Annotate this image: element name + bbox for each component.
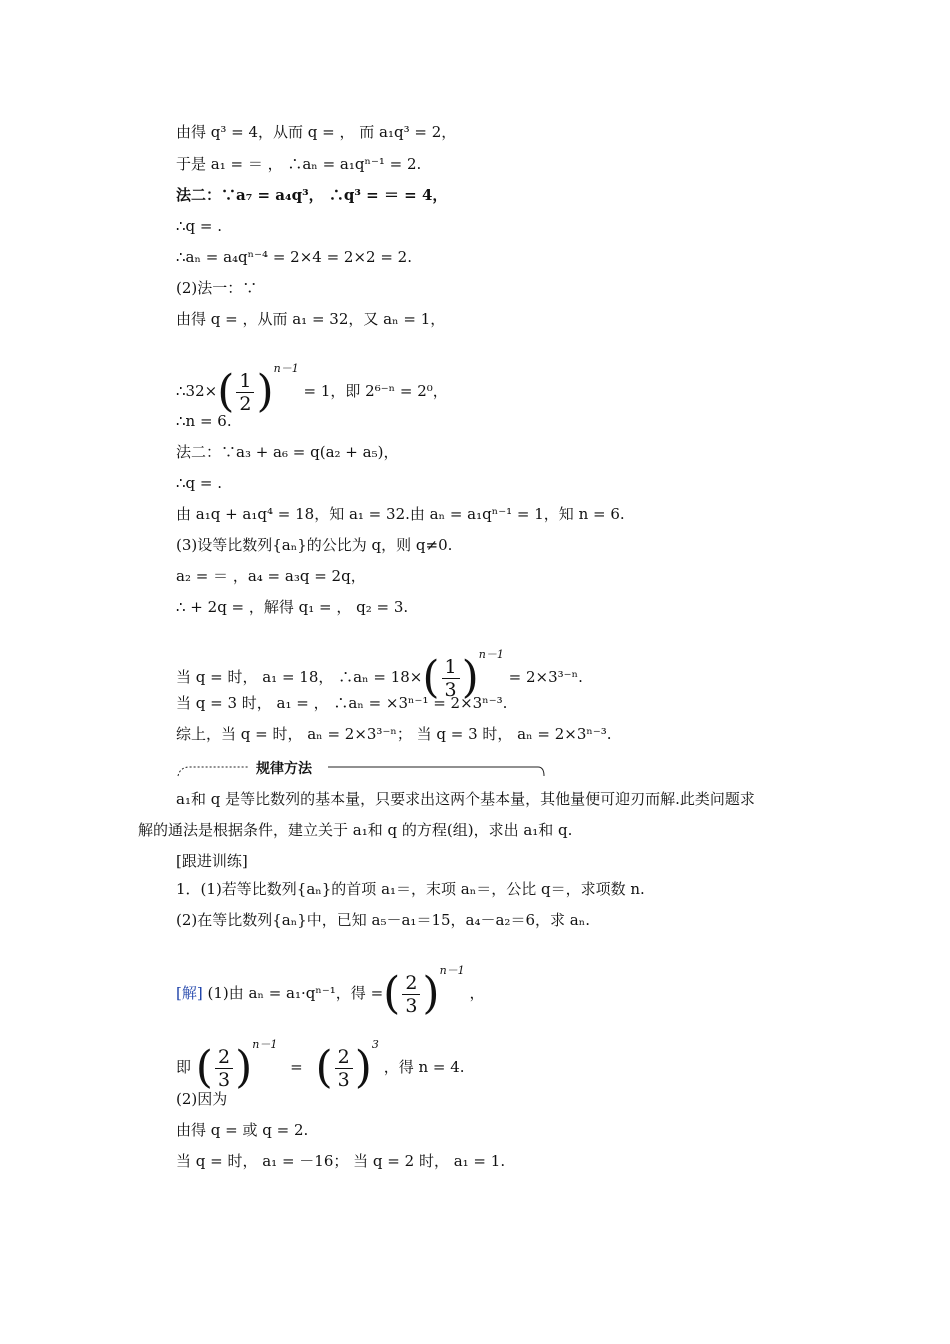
banner-label: 规律方法 (256, 761, 312, 777)
text-line: 于是 a₁ = ＝ ， ∴aₙ = a₁qⁿ⁻¹ = 2. (176, 155, 422, 173)
text-line: 由 a₁q + a₁q⁴ = 18，知 a₁ = 32.由 aₙ = a₁qⁿ⁻¹ = 1，知 n = 6. (176, 505, 625, 523)
text-line: 法二：∵a₇ = a₄q³， ∴q³ = ＝ = 4， (176, 186, 448, 204)
equation-prefix: 即 (176, 1058, 192, 1076)
equation-prefix: 当 q = 时， a₁ = 18， ∴aₙ = 18× (176, 668, 423, 686)
method-text: a₁和 q 是等比数列的基本量，只要求出这两个基本量，其他量便可迎刃而解.此类问题求 (176, 790, 755, 808)
practice-question: 1．(1)若等比数列{aₙ}的首项 a₁＝，末项 aₙ＝，公比 q＝，求项数 n. (176, 880, 645, 898)
equation-prefix: (1)由 aₙ = a₁·qⁿ⁻¹，得 = (207, 984, 384, 1002)
fraction: $\frac{2}{3}$ (215, 1046, 233, 1091)
text-line: (3)设等比数列{aₙ}的公比为 q，则 q≠0. (176, 536, 453, 554)
equation-line: 即 ( $\frac{2}{3}$ )$^{n-1}$ = ( $\frac{2}{3}$ )$^3$ ，得 n = 4. (176, 1038, 465, 1093)
equation-line: 当 q = 时， a₁ = 18， ∴aₙ = 18×( $\frac{1}{3}$ )$^{n-1}$ = 2×3³⁻ⁿ. (176, 648, 583, 703)
text-line: ∴aₙ = a₄qⁿ⁻⁴ = 2×4 = 2×2 = 2. (176, 248, 412, 266)
fraction: $\frac{1}{2}$ (236, 370, 254, 415)
equation-suffix: = 1，即 2⁶⁻ⁿ = 2⁰， (303, 382, 448, 400)
text-line: a₂ = ＝ ，a₄ = a₃q = 2q， (176, 567, 366, 585)
text-line: ∴n = 6. (176, 412, 232, 430)
practice-question: (2)在等比数列{aₙ}中，已知 a₅－a₁＝15，a₄－a₂＝6，求 aₙ. (176, 911, 590, 929)
exponent: n－1 (252, 1038, 278, 1051)
text-line: 综上，当 q = 时， aₙ = 2×3³⁻ⁿ； 当 q = 3 时， aₙ = 2×3ⁿ⁻³. (176, 725, 612, 743)
fraction: $\frac{2}{3}$ (335, 1046, 353, 1091)
text-line: 由得 q = ，从而 a₁ = 32，又 aₙ = 1， (176, 310, 446, 328)
equation-suffix: = 2×3³⁻ⁿ. (508, 668, 583, 686)
text-line: 法二：∵a₃ + a₆ = q(a₂ + a₅)， (176, 443, 399, 461)
equation-suffix: ， (469, 984, 485, 1002)
text-line: ∴q = . (176, 474, 223, 492)
practice-heading: [跟进训练] (176, 852, 248, 870)
exponent: 3 (371, 1038, 379, 1051)
fraction: $\frac{2}{3}$ (402, 972, 420, 1017)
text-line: (2)因为 (176, 1090, 228, 1108)
banner-decoration (176, 758, 546, 780)
text-line: 由得 q = 或 q = 2. (176, 1121, 309, 1139)
text-line: ∴ + 2q = ，解得 q₁ = ， q₂ = 3. (176, 598, 409, 616)
exponent: n－1 (439, 964, 465, 977)
text-line: 当 q = 3 时， a₁ = ， ∴aₙ = ×3ⁿ⁻¹ = 2×3ⁿ⁻³. (176, 694, 508, 712)
exponent: n－1 (478, 648, 504, 661)
exponent: n－1 (273, 362, 299, 375)
equation-suffix: ，得 n = 4. (383, 1058, 465, 1076)
text-line: (2)法一：∵ (176, 279, 258, 297)
solution-label: [解] (176, 984, 203, 1002)
equation-line: [解] (1)由 aₙ = a₁·qⁿ⁻¹，得 =( $\frac{2}{3}$ )$^{n-1}$ ， (176, 964, 485, 1019)
method-text: 解的通法是根据条件，建立关于 a₁和 q 的方程(组)，求出 a₁和 q. (138, 821, 573, 839)
equation-line: ∴32×( $\frac{1}{2}$ )$^{n-1}$ = 1，即 2⁶⁻ⁿ = 2⁰， (176, 362, 448, 417)
text-line: 当 q = 时， a₁ = －16； 当 q = 2 时， a₁ = 1. (176, 1152, 506, 1170)
text-line: 由得 q³ = 4，从而 q = ， 而 a₁q³ = 2， (176, 123, 457, 141)
text-line: ∴q = . (176, 217, 223, 235)
fraction: $\frac{1}{3}$ (442, 656, 460, 701)
equation-prefix: ∴32× (176, 382, 218, 400)
method-banner (176, 758, 546, 780)
